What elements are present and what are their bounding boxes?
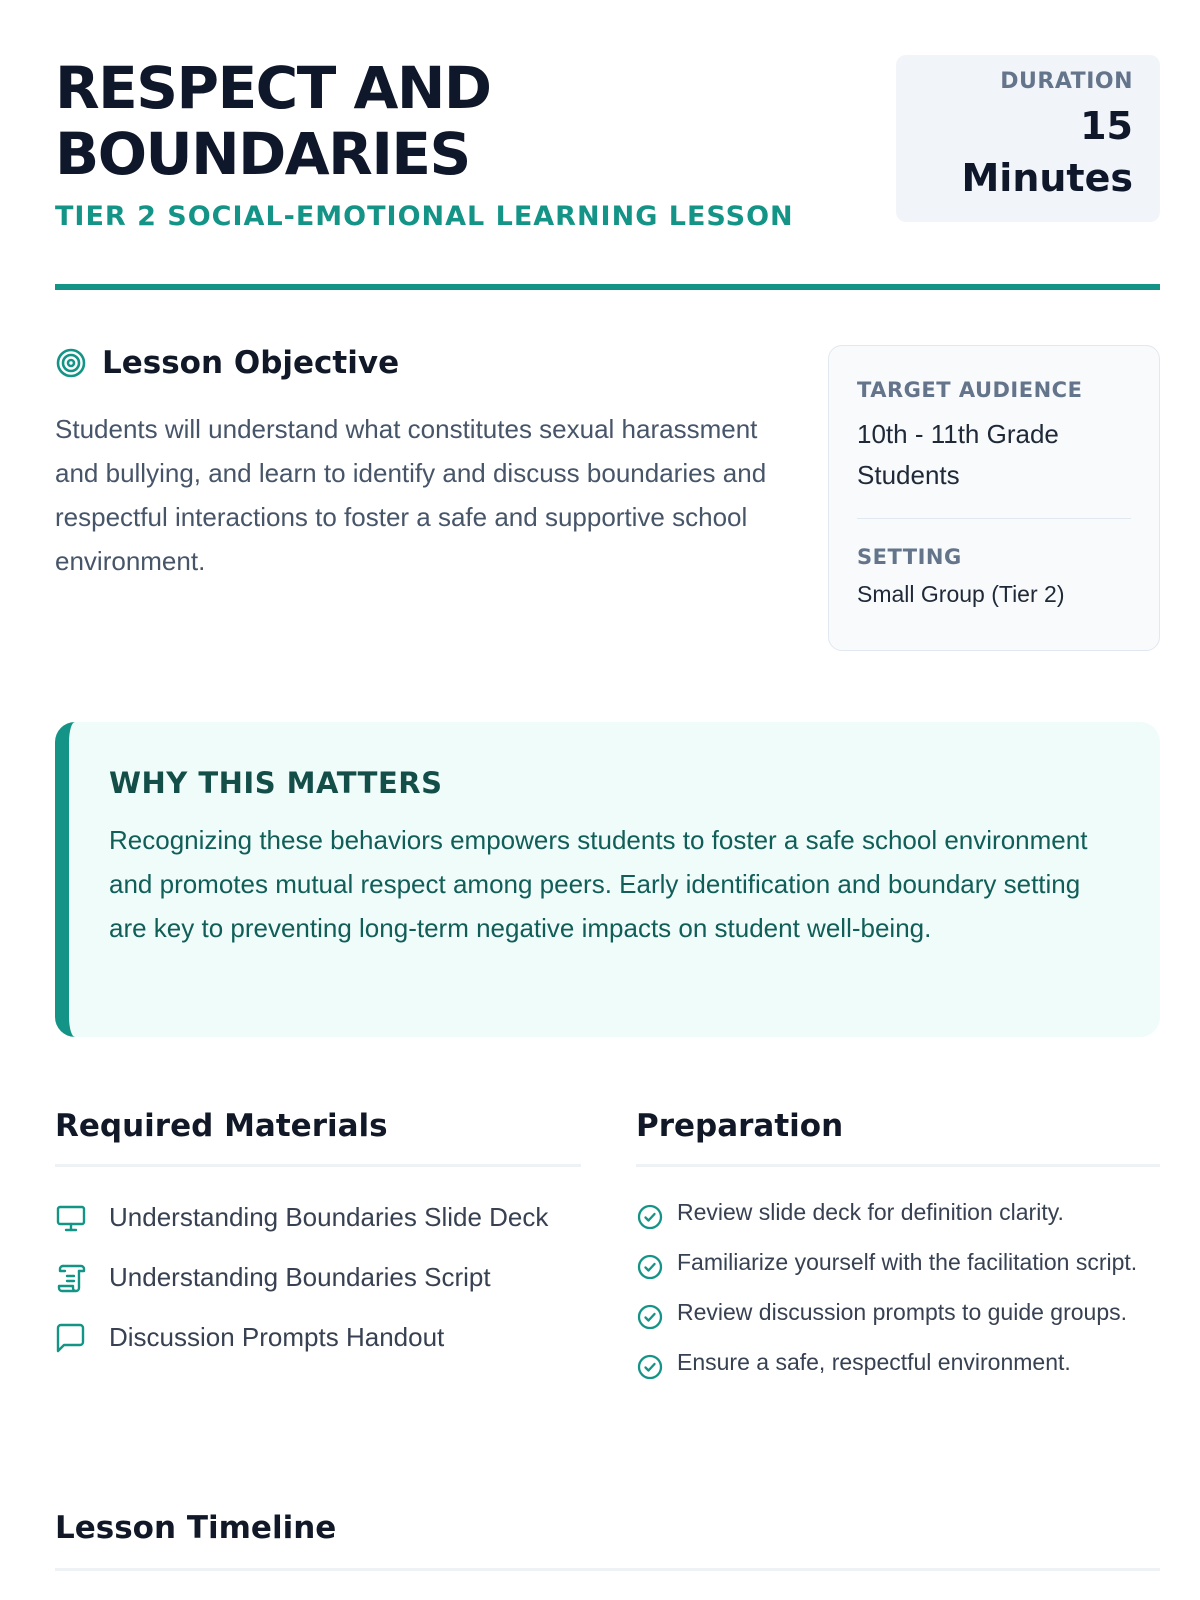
lesson-timeline-heading: Lesson Timeline: [55, 1510, 1160, 1571]
lesson-objective-title: Lesson Objective: [102, 345, 400, 381]
target-audience-value: 10th - 11th Grade Students: [857, 419, 1059, 490]
lesson-timeline-section: [55, 1510, 1160, 1571]
preparation-text: Familiarize yourself with the facilitation script.: [677, 1249, 1138, 1275]
duration-value: 15 Minutes: [961, 104, 1133, 200]
required-materials-section: [55, 1108, 581, 1377]
why-this-matters-callout: [55, 722, 1160, 1037]
materials-list: [55, 1197, 581, 1357]
list-item: [636, 1195, 1160, 1231]
setting-value: Small Group (Tier 2): [857, 581, 1065, 607]
duration-label: DURATION: [1000, 69, 1133, 94]
target-audience-label: TARGET AUDIENCE: [857, 378, 1083, 402]
material-label: Discussion Prompts Handout: [109, 1322, 445, 1352]
list-item: [55, 1197, 581, 1237]
check-circle-icon: [636, 1353, 664, 1381]
duration-box: [896, 55, 1160, 222]
list-item: [55, 1257, 581, 1297]
preparation-text: Review slide deck for definition clarity.: [677, 1199, 1064, 1225]
required-materials-heading: Required Materials: [55, 1108, 581, 1167]
check-circle-icon: [636, 1203, 664, 1231]
info-card-divider: [857, 518, 1131, 519]
target-icon: [55, 347, 87, 379]
lesson-header: [55, 55, 1160, 285]
message-square-icon: [55, 1322, 87, 1354]
preparation-text: Review discussion prompts to guide groups.: [677, 1299, 1128, 1325]
list-item: [636, 1345, 1160, 1381]
setting-label: SETTING: [857, 545, 962, 569]
preparation-section: [636, 1108, 1160, 1395]
page-title: RESPECT AND BOUNDARIES: [55, 54, 491, 188]
list-item: [636, 1295, 1160, 1331]
scroll-icon: [55, 1262, 87, 1294]
list-item: [55, 1317, 581, 1357]
lesson-objective-section: [55, 345, 775, 583]
list-item: [636, 1245, 1160, 1281]
check-circle-icon: [636, 1303, 664, 1331]
preparation-text: Ensure a safe, respectful environment.: [677, 1349, 1071, 1375]
why-this-matters-text: Recognizing these behaviors empowers students to foster a safe school environment and promotes mutual respect among peers. Early identification and boundary setting are key to preventing long-term negative impacts on student well-being.: [109, 825, 1088, 943]
check-circle-icon: [636, 1253, 664, 1281]
preparation-heading: Preparation: [636, 1108, 1160, 1167]
header-divider: [55, 284, 1160, 290]
page-subtitle: TIER 2 SOCIAL-EMOTIONAL LEARNING LESSON: [55, 201, 794, 232]
material-label: Understanding Boundaries Script: [109, 1262, 491, 1292]
lesson-objective-heading: [55, 345, 775, 381]
monitor-icon: [55, 1202, 87, 1234]
material-label: Understanding Boundaries Slide Deck: [109, 1202, 549, 1232]
preparation-list: [636, 1195, 1160, 1381]
why-this-matters-title: WHY THIS MATTERS: [109, 766, 443, 800]
audience-info-card: [828, 345, 1160, 651]
lesson-objective-text: Students will understand what constitutes sexual harassment and bullying, and learn to identify and discuss boundaries and respectful interactions to foster a safe and supportive school environment.: [55, 414, 767, 576]
